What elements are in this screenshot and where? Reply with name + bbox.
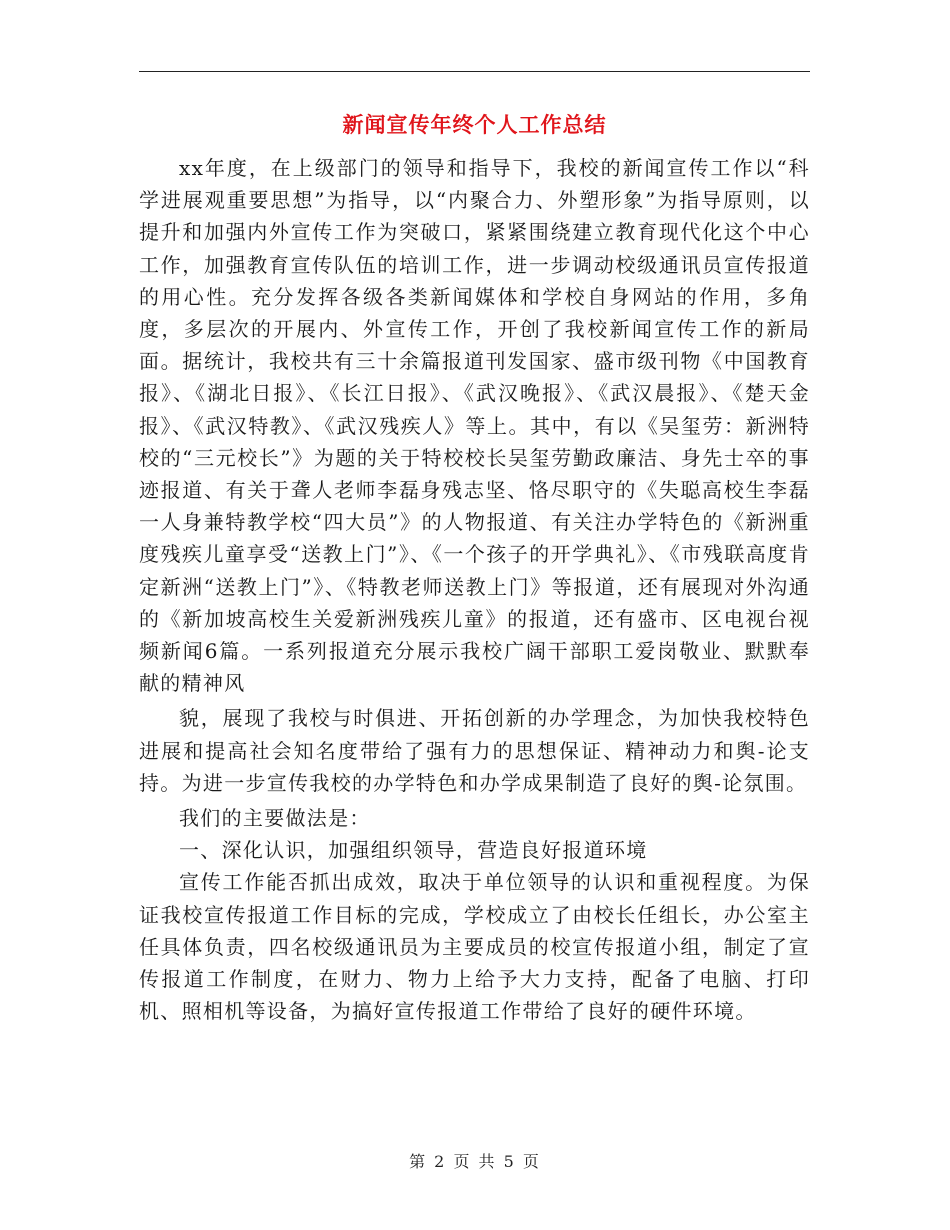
document-body [139, 152, 810, 1027]
document-title: 新闻宣传年终个人工作总结 [342, 112, 607, 137]
section-heading-1: 一、深化认识，加强组织领导，营造良好报道环境 [179, 838, 648, 863]
paragraph-1: xx年度，在上级部门的领导和指导下，我校的新闻宣传工作以“科学进展观重要思想”为指导，以“内聚合力、外塑形象”为指导原则，以提升和加强内外宣传工作为突破口，紧紧围绕建立教育现代化这个中心工作，加强教育宣传队伍的培训工作，进一步调动校级通讯员宣传报道的用心性。充分发挥各级各类新闻媒体和学校自身网站的作用，多角度，多层次的开展内、外宣传工作，开创了我校新闻宣传工作的新局面。据统计，我校共有三十余篇报道刊发国家、盛市级刊物《中国教育报》、《湖北日报》、《长江日报》、《武汉晚报》、《武汉晨报》、《楚天金报》、《武汉特教》、《武汉残疾人》等上。其中，有以《吴玺劳：新洲特校的“三元校长”》为题的关于特校校长吴玺劳勤政廉洁、身先士卒的事迹报道、有关于聋人老师李磊身残志坚、恪尽职守的《失聪高校生李磊一人身兼特教学校“四大员”》的人物报道、有关注办学特色的《新洲重度残疾儿童享受“送教上门”》、《一个孩子的开学典礼》、《市残联高度肯定新洲“送教上门”》、《特教老师送教上门》等报道，还有展现对外沟通的《新加坡高校生关爱新洲残疾儿童》的报道，还有盛市、区电视台视频新闻6篇。一系列报道充分展示我校广阔干部职工爱岗敬业、默默奉献的精神风 [139, 156, 810, 696]
paragraph-3: 我们的主要做法是： [179, 806, 371, 831]
header-rule [139, 71, 810, 72]
paragraph-4: 宣传工作能否抓出成效，取决于单位领导的认识和重视程度。为保证我校宣传报道工作目标的完成，学校成立了由校长任组长，办公室主任具体负责，四名校级通讯员为主要成员的校宣传报道小组，制定了宣传报道工作制度，在财力、物力上给予大力支持，配备了电脑、打印机、照相机等设备，为搞好宣传报道工作带给了良好的硬件环境。 [139, 870, 810, 1024]
page-indicator: 第 2 页 共 5 页 [409, 1152, 541, 1171]
paragraph-2: 貌，展现了我校与时俱进、开拓创新的办学理念，为加快我校特色进展和提高社会知名度带给了强有力的思想保证、精神动力和舆-论支持。为进一步宣传我校的办学特色和办学成果制造了良好的舆-论氛围。 [139, 706, 810, 795]
